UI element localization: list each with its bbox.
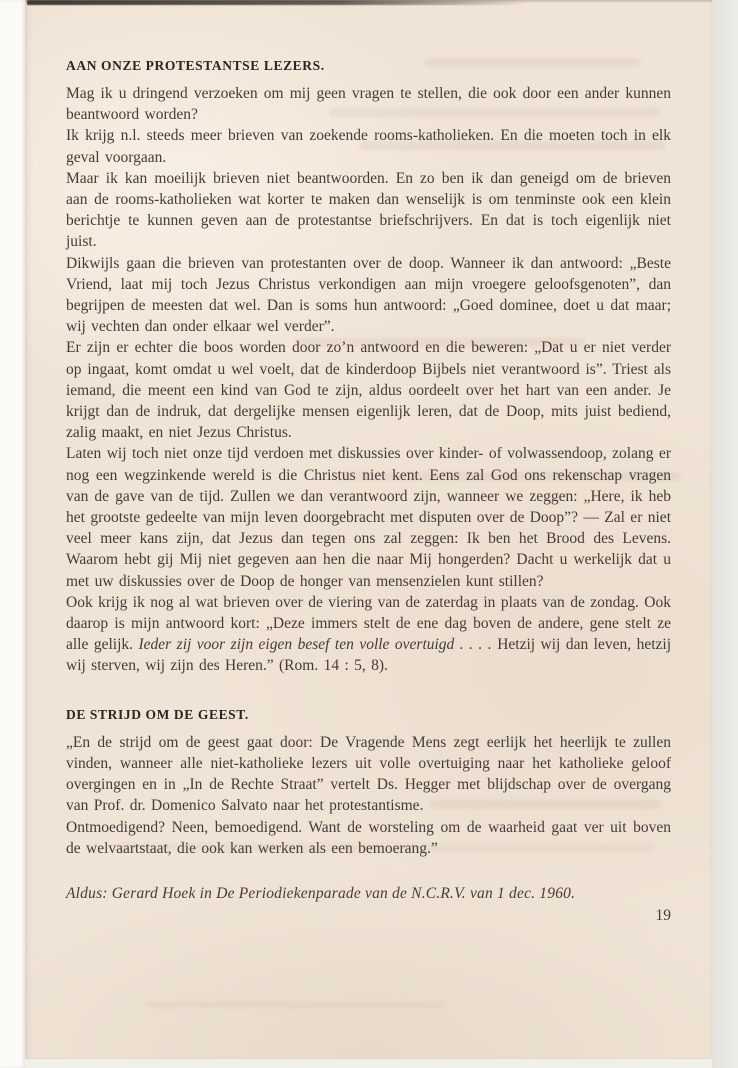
body-paragraph <box>66 83 671 125</box>
italic-text-segment: Ieder zij voor zijn eigen besef ten volle overtuigd . . . . <box>138 636 492 654</box>
body-paragraph <box>66 168 671 253</box>
body-paragraph <box>66 253 671 338</box>
attribution-line: Aldus: Gerard Hoek in De Periodiekenparade van de N.C.R.V. van 1 dec. 1960. <box>66 884 576 902</box>
section-heading-2: DE STRIJD OM DE GEEST. <box>66 706 249 722</box>
body-paragraph <box>66 592 671 677</box>
page-content <box>25 0 712 925</box>
book-page <box>25 0 712 1068</box>
text-segment: Ook krijg ik nog al wat brieven over de viering van de zaterdag in plaats van de zondag. Ook daarop is mijn antwoord kort: „Deze immers stelt de ene dag boven de andere, gene stelt ze alle gelijk. <box>66 593 671 654</box>
page-number: 19 <box>655 906 671 924</box>
page-bottom-edge <box>25 1058 712 1068</box>
text-segment: Maar ik kan moeilijk brieven niet beantwoorden. En zo ben ik dan geneigd om de brieven aan de rooms-katholieken wat korter te maken dan wenselijk is om tenminste ook een klein berichtje te kunnen geven aan de protestantse briefschrijvers. En dat is toch eigenlijk niet juist. <box>66 169 671 251</box>
text-segment: Hetzij wij dan leven, hetzij wij sterven, wij zijn des Heren.” (Rom. 14 : 5, 8). <box>66 636 672 675</box>
sections <box>66 58 671 859</box>
text-segment: Laten wij toch niet onze tijd verdoen met diskussies over kinder- of volwassendoop, zolang er nog een wegzinkende wereld is die Christus niet kent. Eens zal God ons rekenschap vragen van de gave van de tijd. Zullen we dan verantwoord zijn, wanneer we zeggen: „Here, ik heb het grootste gedeelte van mijn leven doorgebracht met disputen over de Doop”? — Zal er niet veel meer kans zijn, dat Jezus dan tegen ons zal zeggen: Ik ben het Brood des Levens. Waarom hebt gij Mij niet gegeven aan hen die naar Mij hongerden? Dacht u werkelijk dat u met uw diskussies over de Doop de honger van mensenzielen kunt stillen? <box>66 445 671 590</box>
text-segment: „En de strijd om de geest gaat door: De Vragende Mens zegt eerlijk het heerlijk te zullen vinden, wanneer alle niet-katholieke lezers uit volle overtuiging naar het katholieke geloof overgingen en in „In de Rechte Straat” vertelt Ds. Hegger met blijdschap over de overgang van Prof. dr. Domenico Salvato naar het protestantisme. <box>66 733 671 815</box>
body-paragraph <box>66 817 671 859</box>
body-paragraph <box>66 732 671 817</box>
text-segment: Er zijn er echter die boos worden door zo’n antwoord en die beweren: „Dat u er niet verder op ingaat, komt omdat u wel voelt, dat de kinderdoop Bijbels niet verantwoord is”. Triest als iemand, die meent een kind van God te zijn, aldus oordeelt over het hart van een ander. Je krijgt dan de indruk, dat dergelijke mensen eigenlijk leren, dat de Doop, mits juist bediend, zalig maakt, en niet Jezus Christus. <box>66 339 671 442</box>
text-segment: Ontmoedigend? Neen, bemoedigend. Want de worsteling om de waarheid gaat ver uit boven de welvaartstaat, die ook kan werken als een bemoerang.” <box>66 818 671 857</box>
text-segment: Mag ik u dringend verzoeken om mij geen vragen te stellen, die ook door een ander kunnen beantwoord worden? <box>66 85 671 124</box>
body-paragraph <box>66 125 671 167</box>
section-heading-1: AAN ONZE PROTESTANTSE LEZERS. <box>66 58 325 73</box>
scanner-margin-right <box>712 0 738 1068</box>
text-segment: Dikwijls gaan die brieven van protestanten over de doop. Wanneer ik dan antwoord: „Beste Vriend, laat mij toch Jezus Christus verkondigen aan mijn vroegere geloofsgenoten”, dan begrijpen de meesten dat wel. Dan is soms hun antwoord: „Goed dominee, doet u dat maar; wij vechten dan onder elkaar wel verder”. <box>66 254 671 336</box>
scanner-margin-left <box>0 0 25 1068</box>
text-segment: Ik krijg n.l. steeds meer brieven van zoekende rooms-katholieken. En die moeten toch in elk geval voorgaan. <box>66 127 671 166</box>
body-paragraph <box>66 443 671 591</box>
print-bleed-artifact <box>145 1001 445 1008</box>
body-paragraph <box>66 337 671 443</box>
